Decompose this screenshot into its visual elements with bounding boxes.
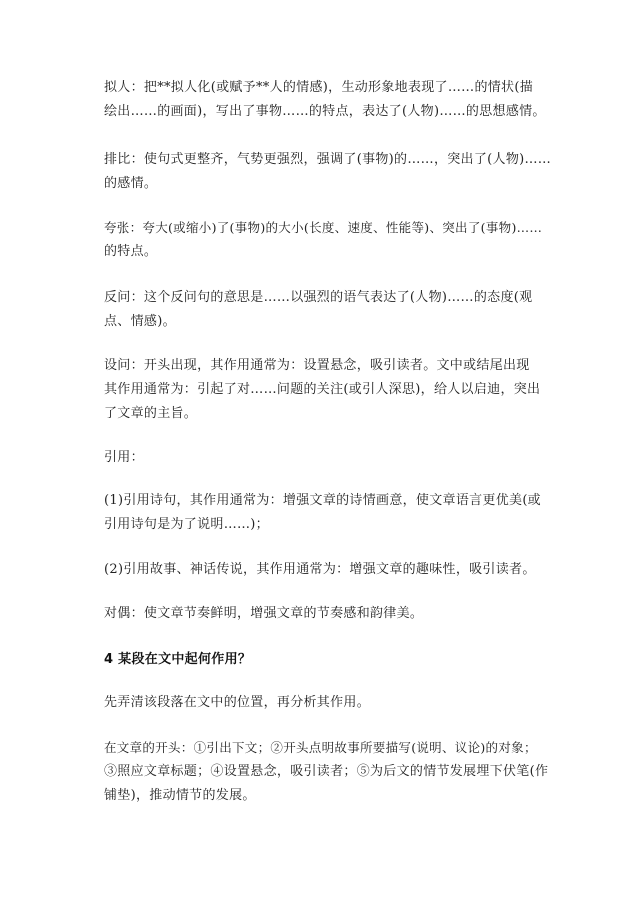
text-line: 了文章的主旨。 [104,406,198,421]
paragraph-antithesis [104,602,544,626]
paragraph-quotation-heading [104,446,544,470]
paragraph-personification [104,76,544,124]
text-line: (2)引用故事、神话传说，其作用通常为：增强文章的趣味性，吸引读者。 [104,562,536,577]
paragraph-quotation-poetry [104,489,544,537]
paragraph-hypophora [104,354,544,426]
text-line: ③照应文章标题；④设置悬念，吸引读者；⑤为后文的情节发展埋下伏笔(作 [104,764,549,779]
text-line: 对偶：使文章节奏鲜明，增强文章的节奏感和韵律美。 [104,606,424,621]
paragraph-hyperbole [104,216,544,264]
text-line: 其作用通常为：引起了对……问题的关注(或引人深思)，给人以启迪，突出 [104,382,541,397]
text-line: 的特点。 [104,244,158,259]
paragraph-rhetorical-question [104,286,544,334]
text-line: 点、情感)。 [104,314,176,329]
text-line: 拟人：把**拟人化(或赋予**人的情感)，生动形象地表现了……的情状(描 [104,80,534,95]
text-line: 设问：开头出现，其作用通常为：设置悬念，吸引读者。文中或结尾出现 [104,358,530,373]
text-line: 绘出……的画面)，写出了事物……的特点，表达了(人物)……的思想感情。 [104,104,546,119]
text-line: 先弄清该段落在文中的位置，再分析其作用。 [104,695,371,710]
paragraph-opening-functions [104,736,549,808]
text-line: (1)引用诗句，其作用通常为：增强文章的诗情画意，使文章语言更优美(或 [104,493,541,508]
text-line: 排比：使句式更整齐，气势更强烈，强调了(事物)的……，突出了(人物)…… [104,152,552,167]
paragraph-parallelism [104,148,552,196]
text-line: 夸张：夸大(或缩小)了(事物)的大小(长度、速度、性能等)、突出了(事物)…… [104,220,543,235]
text-line: 的感情。 [104,176,158,191]
section-heading [104,648,544,672]
paragraph-quotation-stories [104,558,544,582]
heading-text: 4 某段在文中起何作用？ [104,652,252,667]
paragraph-method [104,691,544,715]
text-line: 反问：这个反问句的意思是……以强烈的语气表达了(人物)……的态度(观 [104,290,533,305]
text-line: 铺垫)，推动情节的发展。 [104,788,256,803]
text-line: 引用： [104,450,144,465]
text-line: 引用诗句是为了说明……)； [104,517,269,532]
text-line: 在文章的开头：①引出下文；②开头点明故事所要描写(说明、议论)的对象； [104,740,537,755]
